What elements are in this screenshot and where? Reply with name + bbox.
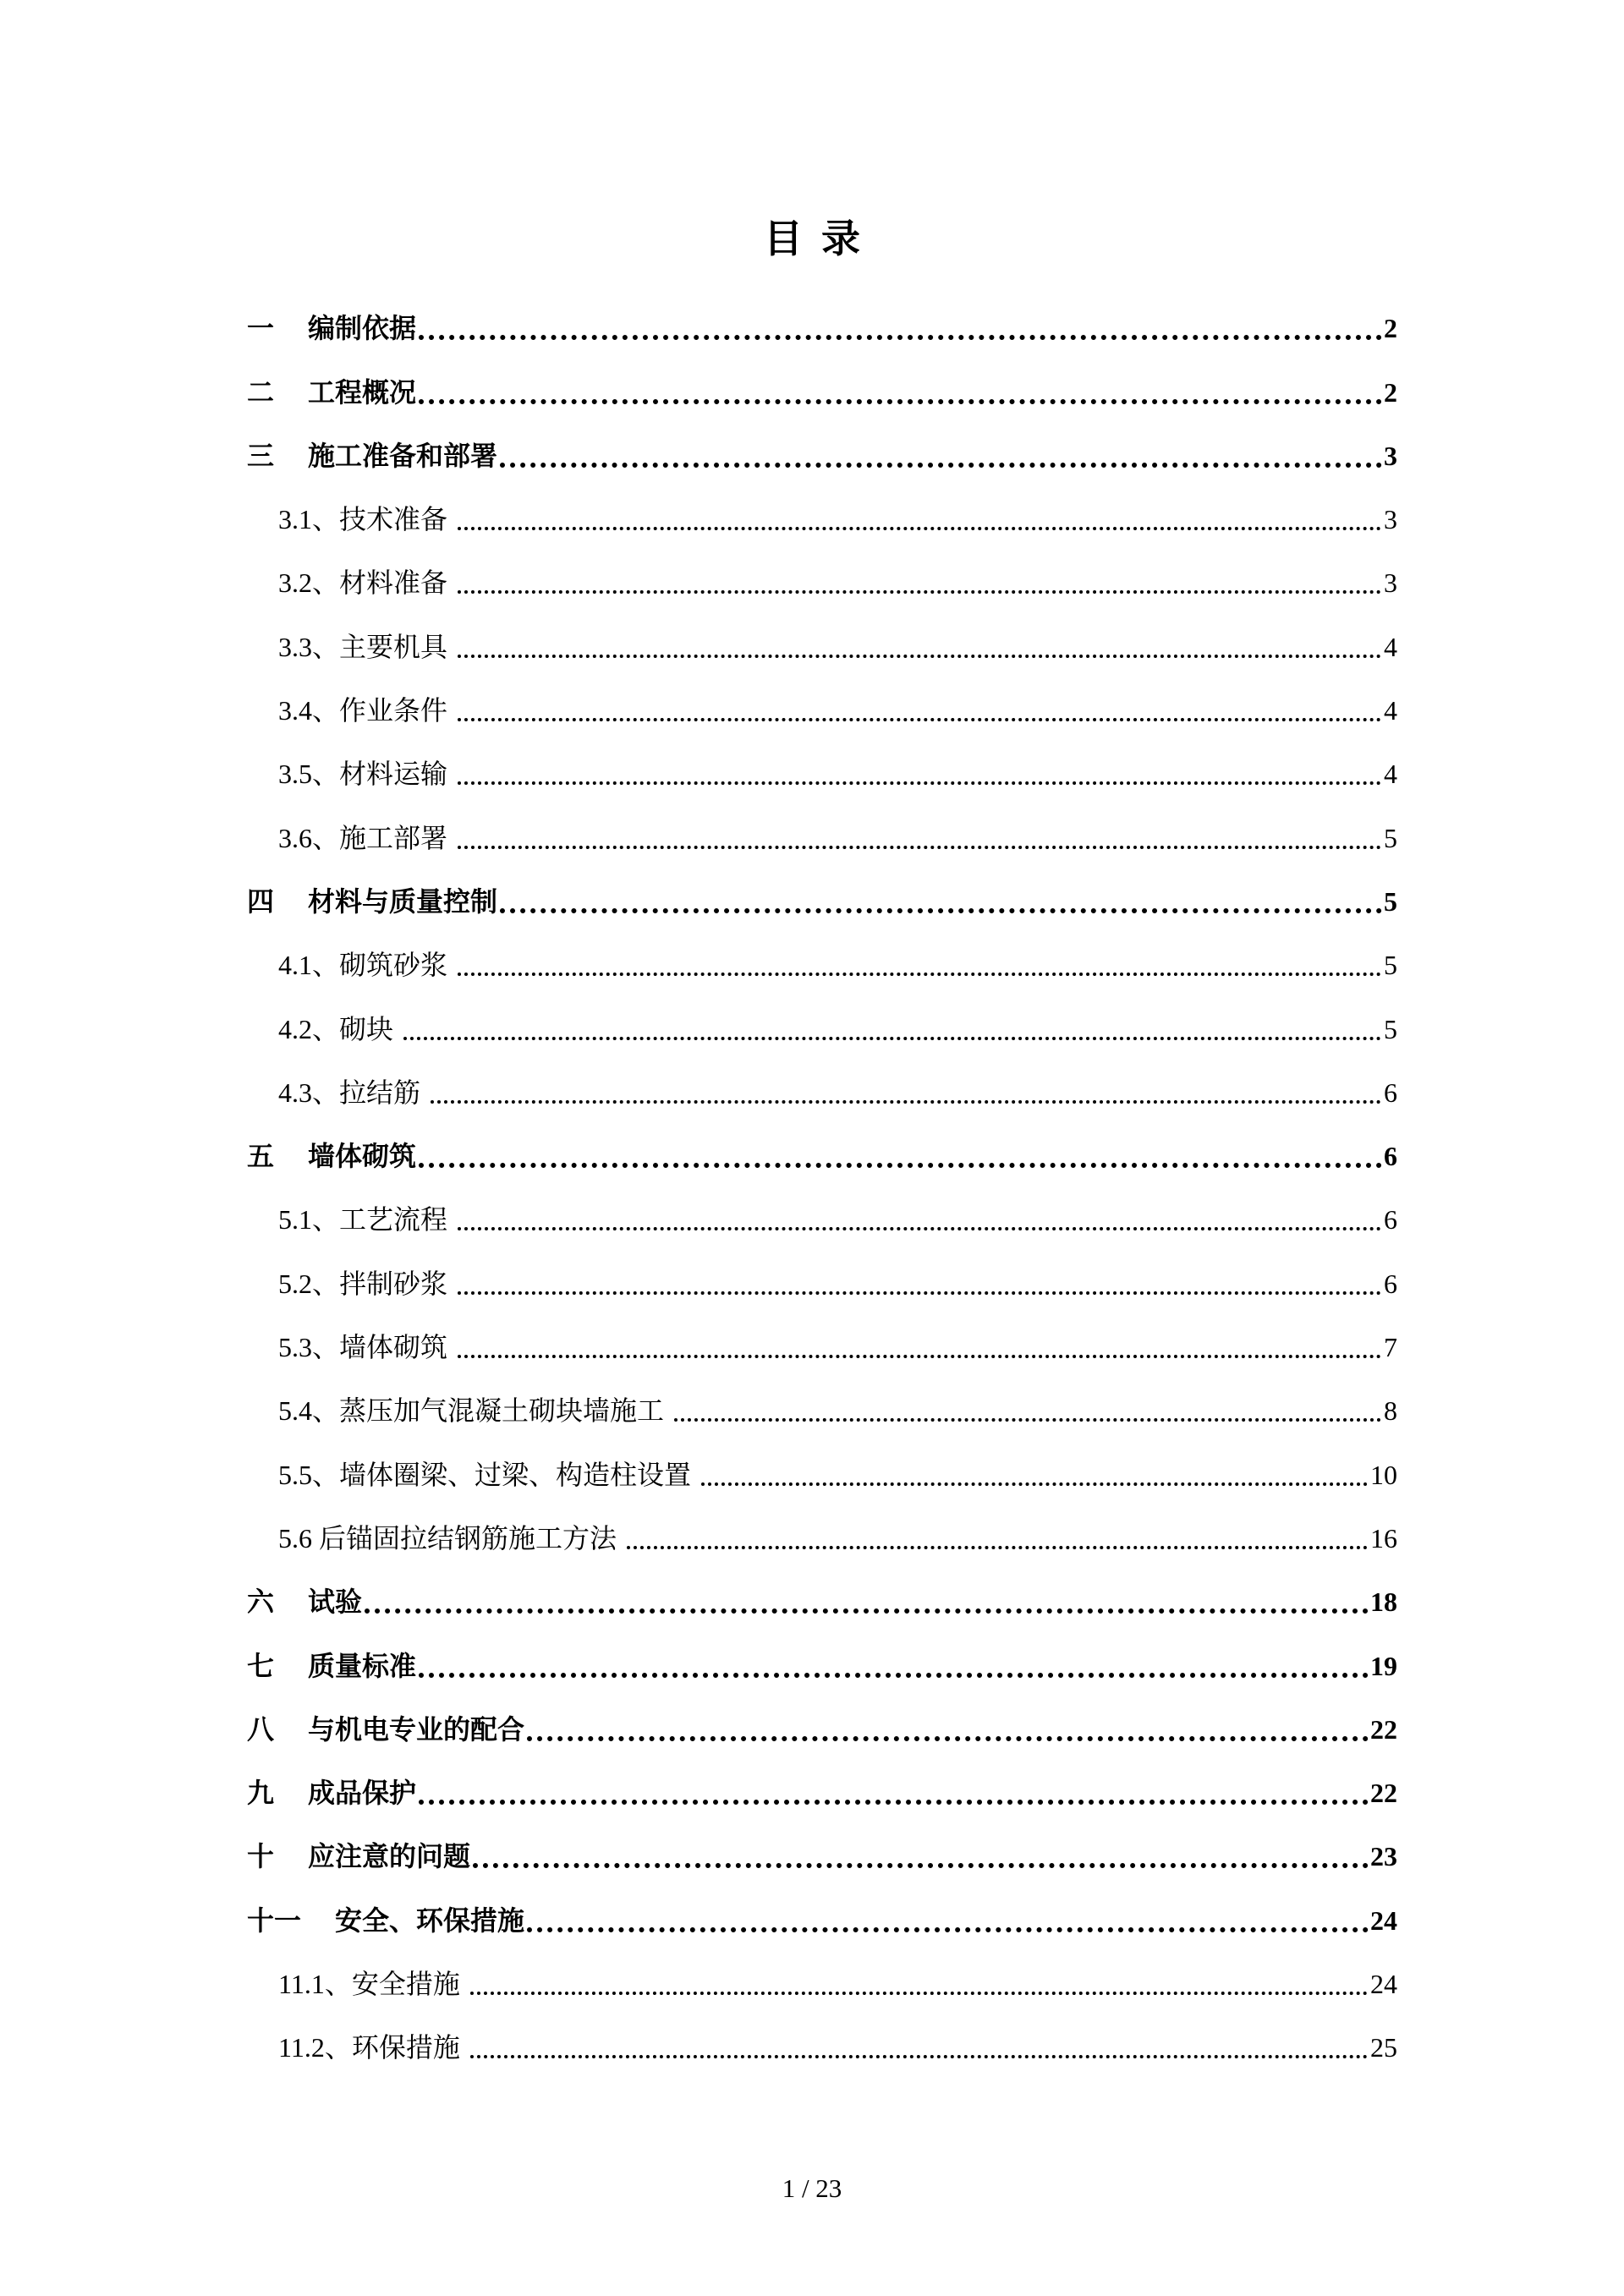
toc-entry-page: 8: [1384, 1395, 1397, 1427]
toc-leader-dots: [527, 1736, 1369, 1741]
toc-entry-page: 4: [1384, 695, 1397, 726]
toc-entry-label: 3.1、技术准备: [278, 504, 448, 535]
toc-entry-page: 6: [1384, 1204, 1397, 1236]
toc-entry[interactable]: [247, 1238, 1397, 1301]
toc-entry-page: 24: [1370, 1969, 1397, 2000]
toc-leader-dots: [458, 590, 1381, 594]
toc-entry-label: 5.4、蒸压加气混凝土砌块墙施工: [278, 1395, 665, 1427]
page-title: 目录: [764, 217, 879, 260]
toc-entry-label: 与机电专业的配合: [308, 1713, 525, 1745]
toc-leader-dots: [403, 1037, 1381, 1040]
toc-entry-label: 编制依据: [308, 313, 417, 344]
toc-entry-page: 5: [1384, 885, 1397, 917]
toc-entry-label: 应注意的问题: [308, 1841, 471, 1872]
toc-entry-page: 25: [1370, 2032, 1397, 2063]
toc-entry[interactable]: [247, 857, 1397, 920]
toc-entry-number: 十一: [247, 1904, 302, 1936]
toc-leader-dots: [458, 1227, 1381, 1230]
toc-entry[interactable]: [247, 1111, 1397, 1175]
toc-entry-page: 5: [1384, 1013, 1397, 1044]
toc-entry[interactable]: [247, 1175, 1397, 1238]
toc-entry-label: 3.3、主要机具: [278, 631, 448, 662]
page-number-indicator: 1 / 23: [782, 2173, 842, 2203]
toc-entry[interactable]: [247, 984, 1397, 1047]
toc-entry-page: 23: [1370, 1841, 1397, 1872]
toc-entry-page: 5: [1384, 950, 1397, 981]
toc-entry[interactable]: [247, 1048, 1397, 1111]
toc-entry-number: 七: [247, 1650, 275, 1681]
toc-leader-dots: [458, 527, 1381, 530]
toc-entry[interactable]: [247, 1429, 1397, 1493]
toc-entry-page: 22: [1370, 1713, 1397, 1745]
toc-leader-dots: [674, 1418, 1381, 1422]
toc-entry-page: 10: [1370, 1459, 1397, 1490]
toc-entry-label: 成品保护: [308, 1778, 417, 1809]
toc-entry-label: 3.5、材料运输: [278, 759, 448, 790]
toc-entry[interactable]: [247, 1811, 1397, 1875]
toc-leader-dots: [431, 1100, 1381, 1104]
toc-entry-page: 2: [1384, 313, 1397, 344]
toc-entry-number: 五: [247, 1141, 275, 1172]
toc-entry-page: 19: [1370, 1650, 1397, 1681]
toc-entry[interactable]: [247, 538, 1397, 601]
toc-entry-label: 3.2、材料准备: [278, 567, 448, 599]
toc-leader-dots: [500, 908, 1382, 913]
toc-entry-label: 3.6、施工部署: [278, 822, 448, 853]
toc-leader-dots: [458, 846, 1381, 849]
toc-entry-label: 5.3、墙体砌筑: [278, 1332, 448, 1363]
toc-entry-page: 4: [1384, 631, 1397, 662]
toc-entry[interactable]: [247, 1366, 1397, 1429]
toc-entry[interactable]: [247, 792, 1397, 856]
toc-entry-number: 三: [247, 440, 275, 471]
toc-entry-label: 5.1、工艺流程: [278, 1204, 448, 1236]
toc-entry-number: 一: [247, 313, 275, 344]
toc-leader-dots: [458, 655, 1381, 658]
toc-entry[interactable]: [247, 411, 1397, 474]
toc-entry-page: 5: [1384, 822, 1397, 853]
page-footer: [0, 2170, 1624, 2207]
toc-entry-number: 四: [247, 885, 275, 917]
toc-leader-dots: [473, 1863, 1369, 1868]
toc-entry-label: 11.1、安全措施: [278, 1969, 460, 2000]
toc-entry-label: 安全、环保措施: [335, 1904, 525, 1936]
toc-leader-dots: [458, 973, 1381, 976]
toc-leader-dots: [527, 1927, 1369, 1932]
toc-entry-label: 4.2、砌块: [278, 1013, 394, 1044]
toc-entry-page: 24: [1370, 1904, 1397, 1936]
toc-entry-page: 6: [1384, 1268, 1397, 1299]
toc-entry-page: 3: [1384, 504, 1397, 535]
toc-leader-dots: [419, 1163, 1382, 1168]
toc-entry-label: 5.5、墙体圈梁、过梁、构造柱设置: [278, 1459, 692, 1490]
toc-entry[interactable]: [247, 347, 1397, 410]
toc-leader-dots: [365, 1608, 1369, 1614]
toc-leader-dots: [419, 1673, 1369, 1678]
toc-leader-dots: [458, 718, 1381, 721]
toc-entry-number: 十: [247, 1841, 275, 1872]
toc-entry[interactable]: [247, 1685, 1397, 1748]
toc-entry-page: 2: [1384, 376, 1397, 408]
toc-leader-dots: [419, 399, 1382, 404]
toc-entry-label: 5.6 后锚固拉结钢筋施工方法: [278, 1522, 617, 1553]
toc-entry[interactable]: [247, 1939, 1397, 2003]
toc-entry-label: 4.1、砌筑砂浆: [278, 950, 448, 981]
toc-entry[interactable]: [247, 1493, 1397, 1557]
toc-entry-number: 九: [247, 1778, 275, 1809]
toc-entry-label: 材料与质量控制: [308, 885, 498, 917]
toc-entry[interactable]: [247, 1875, 1397, 1938]
toc-leader-dots: [419, 335, 1382, 340]
toc-leader-dots: [419, 1800, 1369, 1805]
toc-entry-page: 18: [1370, 1586, 1397, 1618]
toc-leader-dots: [701, 1482, 1368, 1486]
toc-entry-label: 11.2、环保措施: [278, 2032, 460, 2063]
toc-entry-label: 5.2、拌制砂浆: [278, 1268, 448, 1299]
toc-entry-label: 3.4、作业条件: [278, 695, 448, 726]
toc-entry-label: 工程概况: [308, 376, 417, 408]
toc-leader-dots: [470, 2055, 1368, 2058]
toc-entry-page: 7: [1384, 1332, 1397, 1363]
toc-entry-number: 八: [247, 1713, 275, 1745]
toc-entry-page: 4: [1384, 759, 1397, 790]
toc-list: [247, 283, 1397, 2066]
toc-entry[interactable]: [247, 1620, 1397, 1684]
toc-entry[interactable]: [247, 2003, 1397, 2066]
toc-entry-page: 6: [1384, 1077, 1397, 1108]
toc-leader-dots: [627, 1546, 1368, 1549]
toc-entry[interactable]: [247, 601, 1397, 665]
toc-entry[interactable]: [247, 666, 1397, 729]
toc-leader-dots: [458, 1291, 1381, 1295]
toc-leader-dots: [458, 1355, 1381, 1358]
toc-entry-label: 4.3、拉结筋: [278, 1077, 421, 1108]
toc-entry-number: 二: [247, 376, 275, 408]
toc-entry-label: 试验: [308, 1586, 363, 1618]
toc-entry[interactable]: [247, 920, 1397, 984]
toc-entry[interactable]: [247, 729, 1397, 792]
toc-entry[interactable]: [247, 1302, 1397, 1366]
toc-entry-page: 6: [1384, 1141, 1397, 1172]
toc-entry-label: 墙体砌筑: [308, 1141, 417, 1172]
toc-entry-label: 施工准备和部署: [308, 440, 498, 471]
toc-leader-dots: [500, 463, 1382, 468]
toc-entry-page: 16: [1370, 1522, 1397, 1553]
toc-entry-label: 质量标准: [308, 1650, 417, 1681]
toc-entry-page: 3: [1384, 567, 1397, 599]
toc-entry-number: 六: [247, 1586, 275, 1618]
toc-entry-page: 3: [1384, 440, 1397, 471]
toc-leader-dots: [458, 781, 1381, 785]
toc-entry[interactable]: [247, 283, 1397, 347]
toc-entry[interactable]: [247, 1557, 1397, 1620]
toc-leader-dots: [470, 1992, 1368, 1995]
toc-entry[interactable]: [247, 1748, 1397, 1811]
toc-entry-page: 22: [1370, 1778, 1397, 1809]
toc-entry[interactable]: [247, 474, 1397, 538]
